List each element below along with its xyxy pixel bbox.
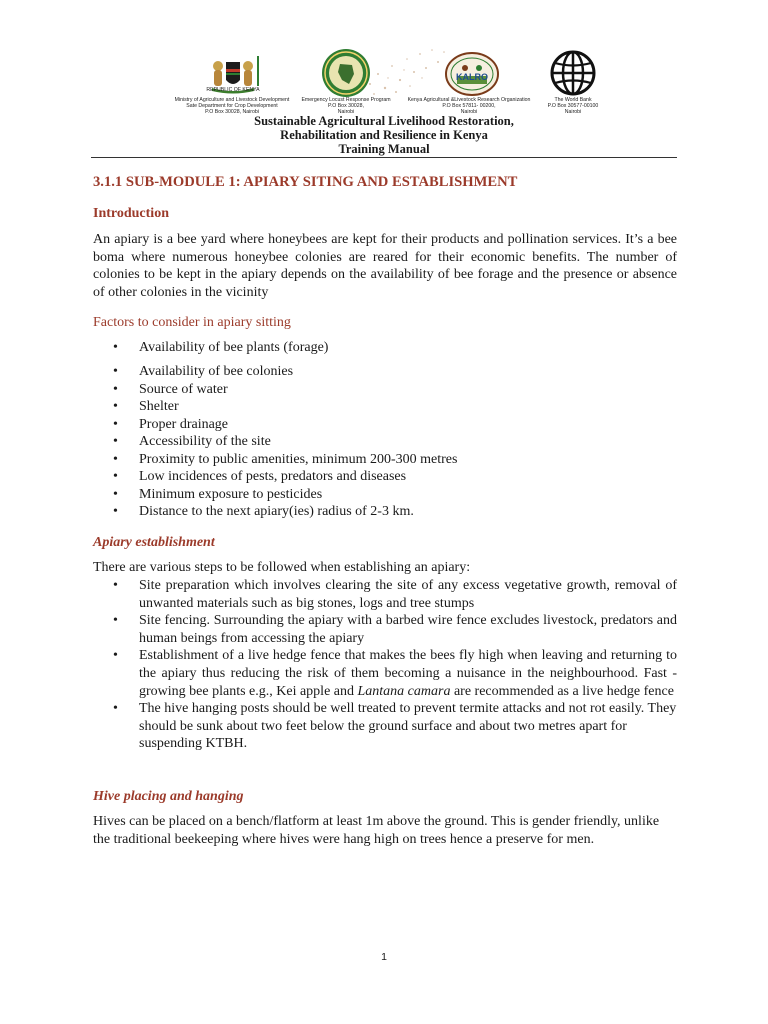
- factors-first-list: [111, 339, 677, 357]
- list-item: • Availability of bee colonies: [111, 363, 677, 381]
- kenya-logo-caption: REPUBLIC OF KENYA: [206, 87, 260, 93]
- factors-heading: Factors to consider in apiary sitting: [93, 315, 291, 330]
- introduction-paragraph: An apiary is a bee yard where honeybees are kept for their products and pollination services. It’s a bee boma where numerous honeybee colonies are reared for their economic benefits. The number of colonies to be kept in the apiary depends on the availability of bee forage and the presence or absence of other colonies in the vicinity: [93, 232, 677, 300]
- list-item: • Proximity to public amenities, minimum 200-300 metres: [111, 451, 677, 469]
- header-divider: [91, 157, 677, 158]
- list-item: • Site fencing. Surrounding the apiary with a barbed wire fence excludes livestock, predators and human beings from accessing the apiary: [111, 612, 677, 647]
- module-title: 3.1.1 SUB-MODULE 1: APIARY SITING AND ESTABLISHMENT: [93, 174, 518, 190]
- establishment-steps-list: [111, 577, 677, 753]
- kalro-logo-caption: KALRO: [456, 72, 488, 82]
- establishment-heading: Apiary establishment: [93, 535, 215, 550]
- hive-placing-paragraph: Hives can be placed on a bench/flatform at least 1m above the ground. This is gender friendly, unlike the traditional beekeeping where hives were hang high on trees hence a preserve for men.: [93, 814, 660, 847]
- world-bank-globe-icon: [548, 50, 598, 96]
- list-item: • Source of water: [111, 381, 677, 399]
- step-text-after: are recommended as a live hedge fence: [450, 683, 674, 699]
- affiliation-elrp: Emergency Locust Response Program P.O Box 30028, Nairobi: [301, 97, 391, 115]
- introduction-heading: Introduction: [93, 206, 169, 221]
- list-item: • Accessibility of the site: [111, 433, 677, 451]
- manual-title-line-3: Training Manual: [338, 142, 430, 156]
- locust-swarm-decoration-icon: [360, 44, 450, 104]
- manual-title-line-2: Rehabilitation and Resilience in Kenya: [280, 128, 488, 142]
- establishment-intro: There are various steps to be followed when establishing an apiary:: [93, 560, 471, 575]
- list-item: • Availability of bee plants (forage): [111, 339, 677, 357]
- hive-placing-heading: Hive placing and hanging: [93, 789, 244, 804]
- affiliation-world-bank: The World Bank P.O Box 30577-00100 Nairobi: [547, 97, 599, 115]
- affiliation-kalro: Kenya Agricultural &Livestock Research Organization P.O Box 57811- 00200, Nairobi: [407, 97, 531, 115]
- list-item: • Site preparation which involves clearing the site of any excess vegetative growth, removal of unwanted materials such as big stones, logs and tree stumps: [111, 577, 677, 612]
- list-item: • The hive hanging posts should be well treated to prevent termite attacks and not rot easily. They should be sunk about two feet below the ground surface and about two metres apart for suspending KTBH.: [111, 700, 677, 753]
- list-item: • Low incidences of pests, predators and diseases: [111, 468, 677, 486]
- lantana-camara-italic: Lantana camara: [357, 683, 451, 699]
- list-item: • Shelter: [111, 398, 677, 416]
- page-number: 1: [381, 951, 387, 963]
- factors-list: [111, 363, 677, 521]
- list-item: • Distance to the next apiary(ies) radius of 2-3 km.: [111, 503, 677, 521]
- list-item: • Minimum exposure to pesticides: [111, 486, 677, 504]
- list-item: [111, 647, 677, 700]
- manual-title-line-1: Sustainable Agricultural Livelihood Restoration,: [254, 114, 514, 128]
- step-text-before: Establishment of a live hedge fence that makes the bees fly high when leaving and returning to the apiary thus reducing the risk of them becoming a nuisance in the neighbourhood. Fast - growing bee plants e.g., Kei apple and: [139, 648, 677, 699]
- affiliation-ministry: Ministry of Agriculture and Livestock Development Sate Department for Crop Development P.O Box 30028, Nairobi: [174, 97, 290, 115]
- list-item: • Proper drainage: [111, 416, 677, 434]
